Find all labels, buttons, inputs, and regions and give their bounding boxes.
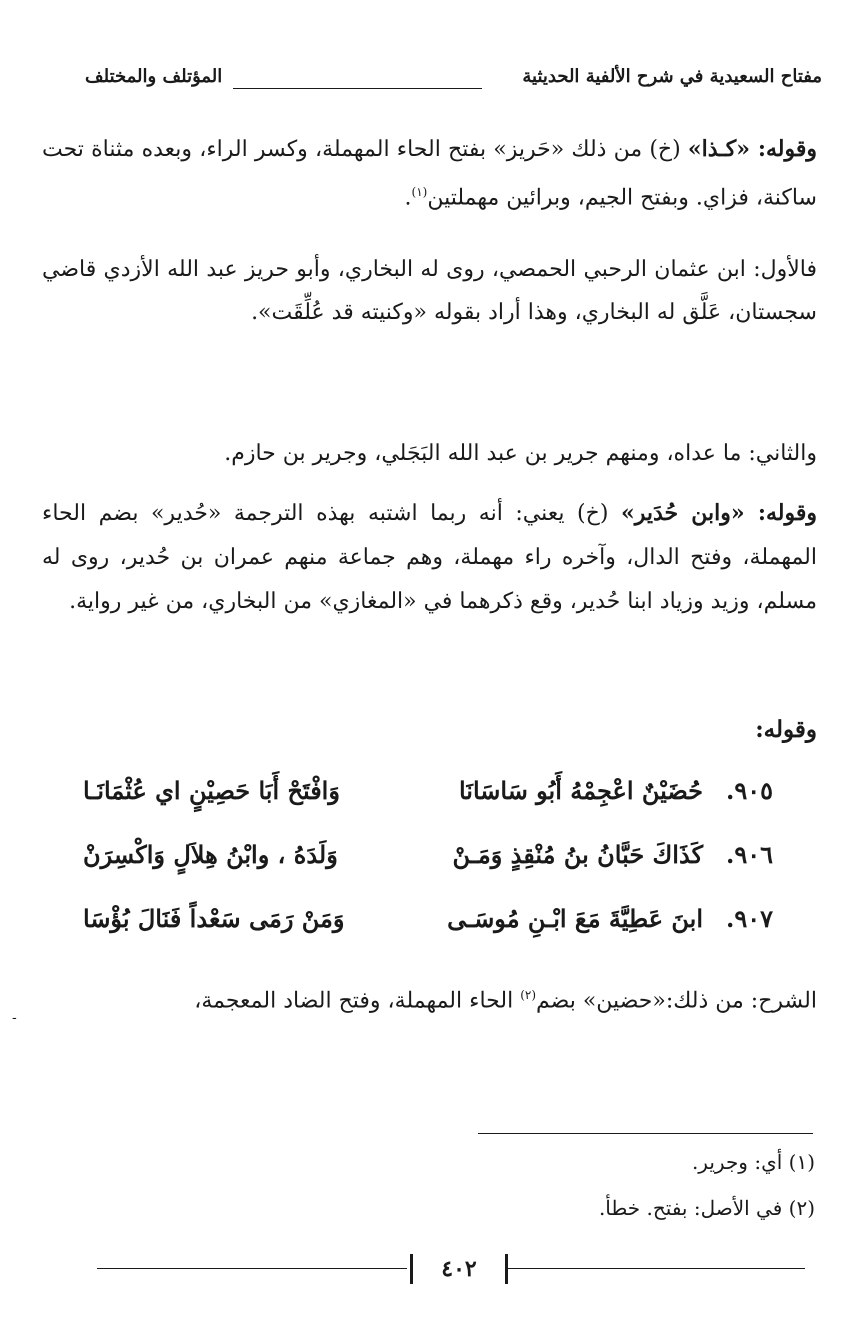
verse-906 [83,840,773,890]
verse-second-hemistich: وَمَنْ رَمَى سَعْداً فَنَالَ بُؤْسَا [83,904,345,933]
book-title: مفتاح السعيدية في شرح الألفية الحديثية [522,66,822,87]
page-number: ٤٠٢ [410,1254,508,1284]
running-header [85,66,822,106]
margin-mark: - [12,1010,17,1026]
page-number-rule-right [505,1268,805,1269]
sharh-paragraph [42,974,817,1022]
paragraph-2: فالأول: ابن عثمان الرحبي الحمصي، روى له البخاري، وأبو حريز عبد الله الأزدي قاضي سجستان، عَلَّق له البخاري، وهذا أراد بقوله «وكنيته قد عُلِّقَت». [42,257,817,325]
paragraph-1 [42,128,817,219]
paragraph-4-lead: وقوله: «وابن حُدَير» [620,500,817,526]
paragraph-1-body: (خ) من ذلك «حَريز» بفتح الحاء المهملة، وكسر الراء، وبعده مثناة تحت ساكنة، فزاي. وبفتح الجيم، وبرائين مهملتين [42,137,817,211]
section-title: المؤتلف والمختلف [85,66,223,87]
verse-905 [83,776,773,826]
verse-number: ٩٠٧. [725,904,773,933]
verse-number: ٩٠٦. [725,840,773,869]
verses-intro: وقوله: [755,716,817,743]
footnote-ref-1[interactable]: (١) [411,185,428,199]
footnote-separator [478,1133,813,1134]
paragraph-1-end: . [404,185,412,211]
header-rule [233,88,482,89]
verse-second-hemistich: وَافْتَحْ أَبَا حَصِيْنٍ اي عُثْمَانَـا [83,776,340,805]
verse-907 [83,904,773,954]
footnote-1: (١) أي: وجرير. [691,1150,815,1174]
verse-number: ٩٠٥. [725,776,773,805]
footnote-2: (٢) في الأصل: بفتح. خطأ. [598,1196,815,1220]
paragraph-1-lead: وقوله: «كـذا» [687,136,817,162]
verse-first-hemistich: حُضَيْنٌ اعْجِمْهُ أَبُو سَاسَانَا [458,776,703,805]
paragraph-3: والثاني: ما عداه، ومنهم جرير بن عبد الله البَجَلي، وجرير بن حازم. [224,441,817,466]
footnote-ref-2[interactable]: (٢) [520,988,537,1002]
paragraph-4 [42,491,817,624]
sharh-rest: الحاء المهملة، وفتح الضاد المعجمة، [194,988,521,1014]
verse-first-hemistich: كَذَاكَ حَبَّانُ بنُ مُنْقِذٍ وَمَـنْ [452,840,703,869]
verse-first-hemistich: ابنَ عَطِيَّةَ مَعَ ابْـنِ مُوسَـى [447,904,703,933]
page-number-rule-left [97,1268,407,1269]
sharh-body: الشرح: من ذلك:«حضين» بضم [536,988,817,1014]
verse-second-hemistich: وَلَدَهُ ، وابْنُ هِلاَلٍ وَاكْسِرَنْ [83,840,338,869]
paragraph-4-body: (خ) يعني: أنه ربما اشتبه بهذه الترجمة «حُدير» بضم الحاء المهملة، وفتح الدال، وآخره راء مهملة، وهم جماعة منهم عمران بن حُدير، روى له مسلم، وزيد وزياد ابنا حُدير، وقع ذكرهما في «المغازي» من البخاري، من غير رواية. [42,501,817,614]
